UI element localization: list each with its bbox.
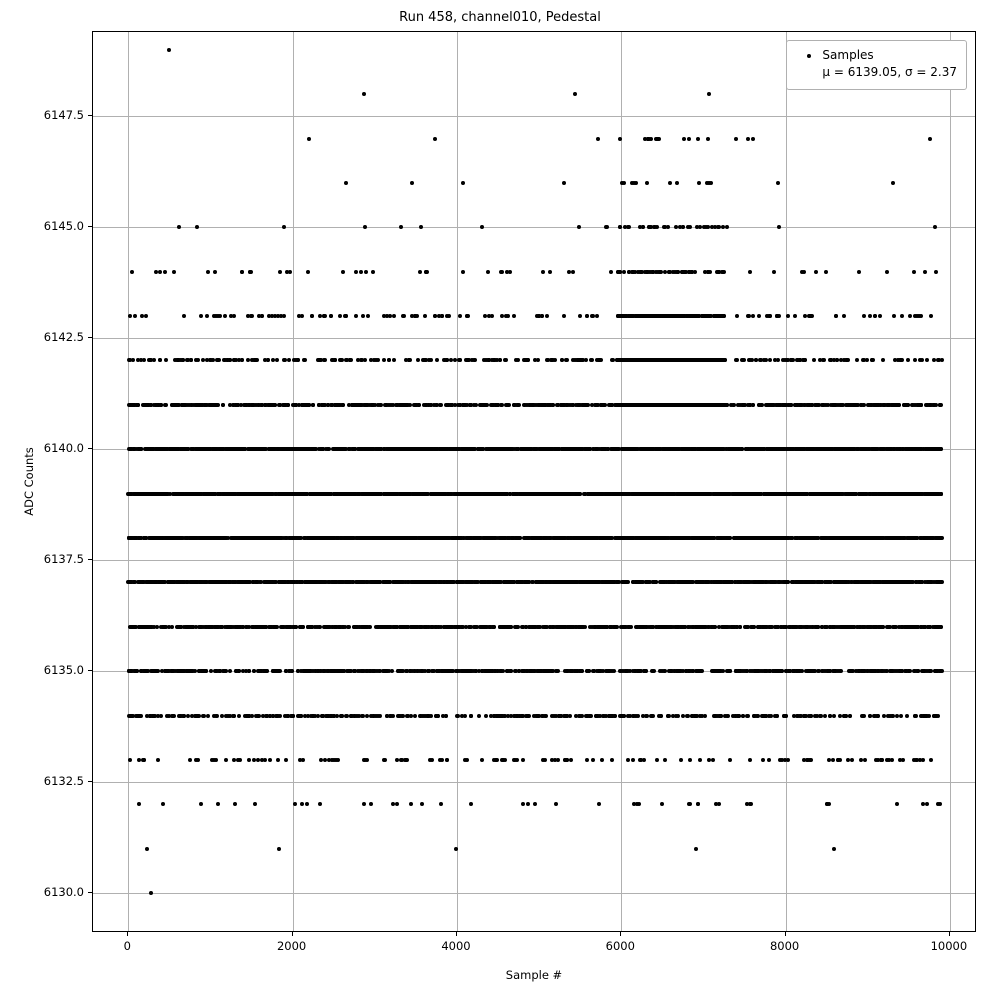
x-tick-label: 8000 (769, 939, 800, 953)
grid-line-horizontal (93, 227, 975, 228)
grid-line-horizontal (93, 782, 975, 783)
x-tick-label: 4000 (441, 939, 471, 953)
x-tick (949, 932, 950, 936)
plot-area (92, 31, 976, 932)
y-tick-label: 6142.5 (43, 330, 84, 345)
x-tick (785, 932, 786, 936)
x-tick-label: 0 (123, 939, 131, 953)
legend (786, 40, 967, 90)
x-tick (456, 932, 457, 936)
y-tick-label: 6135.0 (43, 663, 84, 678)
legend-title: Samples (822, 48, 874, 62)
x-tick-label: 2000 (276, 939, 307, 953)
y-tick-label: 6137.5 (43, 552, 84, 567)
x-tick (292, 932, 293, 936)
x-axis-label: Sample # (505, 968, 563, 982)
grid-line-horizontal (93, 893, 975, 894)
x-tick (127, 932, 128, 936)
y-tick-label: 6147.5 (43, 108, 84, 123)
grid-line-vertical (621, 32, 622, 931)
x-tick-label: 6000 (605, 939, 635, 953)
grid-line-vertical (457, 32, 458, 931)
grid-line-vertical (786, 32, 787, 931)
x-tick (620, 932, 621, 936)
y-tick-label: 6140.0 (43, 441, 84, 456)
y-tick-label: 6132.5 (43, 774, 84, 789)
legend-marker-icon (796, 54, 822, 58)
y-tick-label: 6145.0 (43, 219, 84, 234)
page-title: Run 458, channel010, Pedestal (399, 10, 601, 25)
y-tick-label: 6130.0 (43, 885, 84, 900)
grid-line-vertical (128, 32, 129, 931)
grid-line-horizontal (93, 116, 975, 117)
x-tick-label: 10000 (930, 939, 968, 953)
grid-line-horizontal (93, 338, 975, 339)
grid-line-vertical (950, 32, 951, 931)
grid-line-horizontal (93, 560, 975, 561)
y-axis-label: ADC Counts (22, 447, 36, 516)
grid-line-vertical (293, 32, 294, 931)
legend-stats-label: μ = 6139.05, σ = 2.37 (822, 65, 957, 80)
